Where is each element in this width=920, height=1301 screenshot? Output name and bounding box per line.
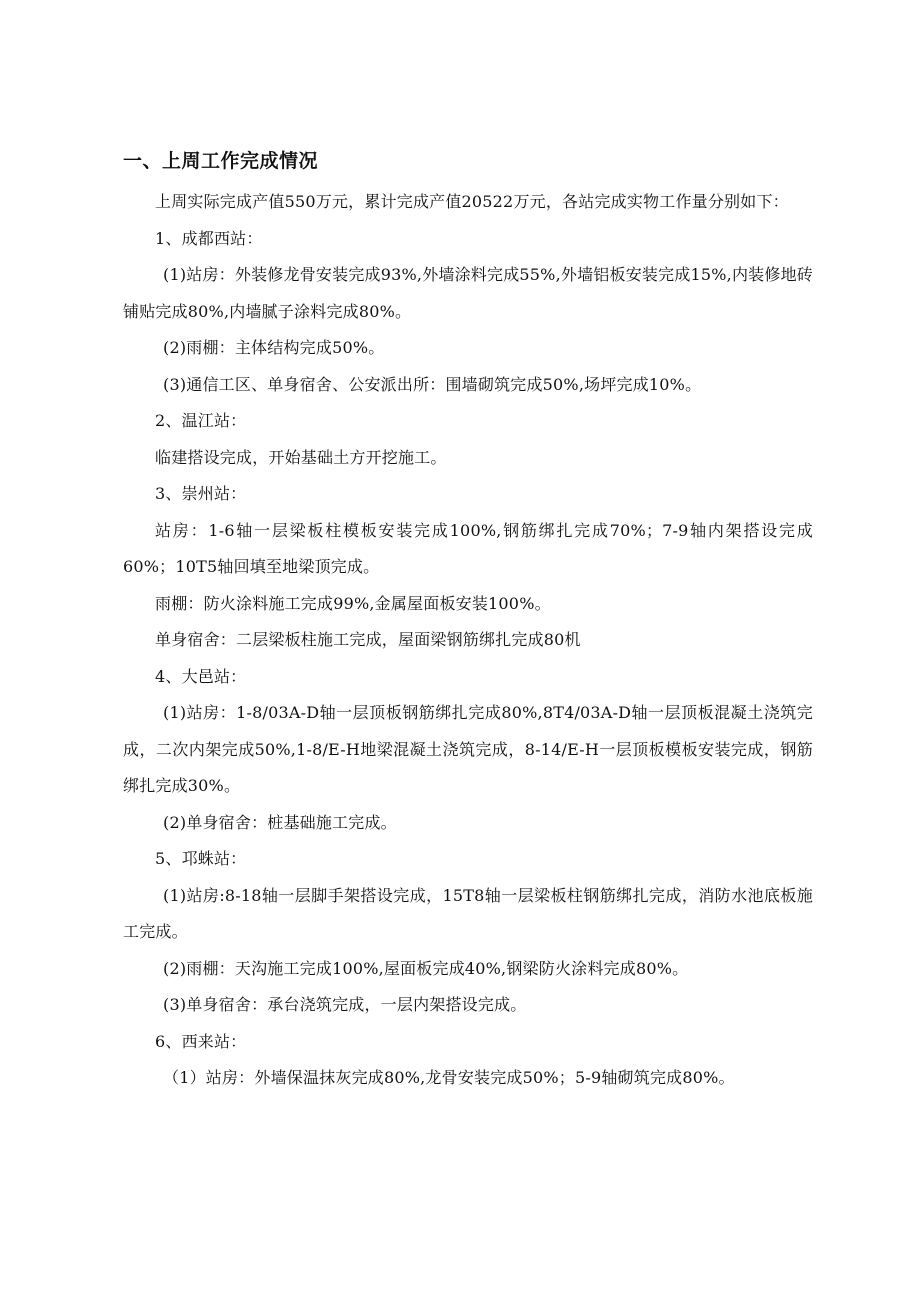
paragraph-station-4-item-1: (1)站房：1-8/03A-D轴一层顶板钢筋绑扎完成80%,8T4/03A-D轴一层顶板混凝土浇筑完成，二次内架完成50%,1-8/E-H地梁混凝土浇筑完成，8-14/E-H一层顶板模板安装完成，钢筋绑扎完成30%。 (123, 703, 813, 795)
paragraph-station-3-station-building: 站房：1-6轴一层梁板柱模板安装完成100%,钢筋绑扎完成70%；7-9轴内架搭设完成60%；10T5轴回填至地梁顶完成。 (123, 520, 813, 576)
paragraph-station-6-title: 6、西来站： (155, 1031, 247, 1051)
paragraph-station-2-title: 2、温江站： (155, 411, 247, 430)
paragraph-station-5-item-1: (1)站房:8-18轴一层脚手架搭设完成，15T8轴一层梁板柱钢筋绑扎完成，消防水池底板施工完成。 (123, 885, 813, 941)
paragraph-station-1-item-1: (1)站房：外装修龙骨安装完成93%,外墙涂料完成55%,外墙铝板安装完成15%,内装修地砖铺贴完成80%,内墙腻子涂料完成80%。 (123, 265, 813, 321)
paragraph-station-2-body: 临建搭设完成，开始基础土方开挖施工。 (155, 447, 447, 467)
section-heading: 一、上周工作完成情况 (123, 150, 319, 172)
paragraph-station-4-title: 4、大邑站： (155, 666, 247, 686)
paragraph-station-5-item-3: (3)单身宿舍：承台浇筑完成，一层内架搭设完成。 (163, 995, 527, 1014)
paragraph-station-4-item-2: (2)单身宿舍：桩基础施工完成。 (163, 812, 397, 832)
paragraph-station-3-title: 3、崇州站： (155, 484, 247, 503)
document-page (123, 148, 813, 1097)
paragraph-station-3-dormitory: 单身宿舍：二层梁板柱施工完成，屋面梁钢筋绑扎完成80机 (155, 630, 581, 649)
paragraph-station-5-title: 5、邛蛛站： (155, 849, 247, 868)
paragraph-station-3-canopy: 雨棚：防火涂料施工完成99%,金属屋面板安装100%。 (155, 593, 551, 613)
paragraph-station-1-title: 1、成都西站： (155, 228, 263, 248)
paragraph-station-5-item-2: (2)雨棚：天沟施工完成100%,屋面板完成40%,钢梁防火涂料完成80%。 (163, 958, 689, 978)
paragraph-summary: 上周实际完成产值550万元，累计完成产值20522万元，各站完成实物工作量分别如下： (155, 192, 789, 211)
paragraph-station-1-item-3: (3)通信工区、单身宿舍、公安派出所：围墙砌筑完成50%,场坪完成10%。 (163, 374, 702, 394)
paragraph-station-6-item-1: （1）站房：外墙保温抹灰完成80%,龙骨安装完成50%；5-9轴砌筑完成80%。 (163, 1068, 735, 1087)
document-body (123, 184, 813, 1097)
paragraph-station-1-item-2: (2)雨棚：主体结构完成50%。 (163, 338, 385, 357)
